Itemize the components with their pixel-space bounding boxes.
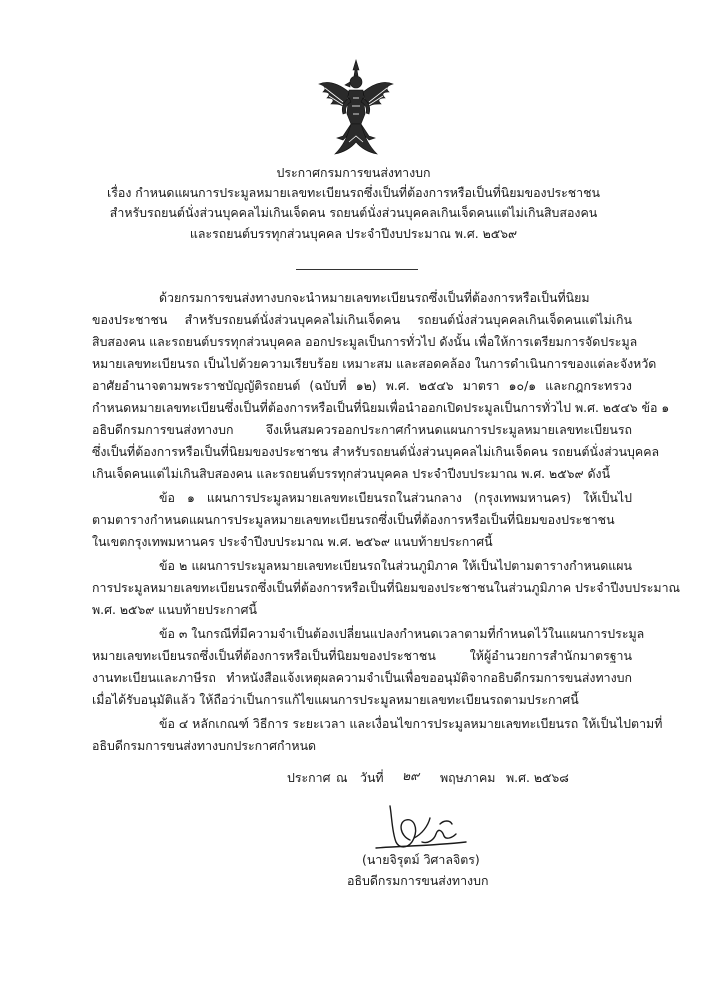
dateline-at: ณ — [336, 770, 348, 785]
clause-2-line: การประมูลหมายเลขทะเบียนรถซึ่งเป็นที่ต้องการหรือเป็นที่นิยมของประชาชนในส่วนภูมิภาค ประจำปีงบประมาณ — [92, 580, 681, 595]
signatory-name: (นายจิรุตม์ วิศาลจิตร) — [362, 852, 480, 867]
clause-3-line: งานทะเบียนและภาษีรถ ทำหนังสือแจ้งเหตุผลความจำเป็นเพื่อขออนุมัติจากอธิบดีกรมการขนส่งทางบก — [92, 670, 632, 685]
dateline-day: ๒๙ — [402, 768, 420, 783]
subject-line-3: และรถยนต์บรรทุกส่วนบุคคล ประจำปีงบประมาณ พ.ศ. ๒๕๖๙ — [189, 226, 518, 241]
garuda-emblem — [313, 58, 399, 158]
preamble-line: อธิบดีกรมการขนส่งทางบก จึงเห็นสมควรออกประกาศกำหนดแผนการประมูลหมายเลขทะเบียนรถ — [92, 422, 632, 437]
dateline-day-label: วันที่ — [360, 770, 384, 785]
preamble-line: กำหนดหมายเลขทะเบียนซึ่งเป็นที่ต้องการหรือเป็นที่นิยมเพื่อนำออกเปิดประมูลเป็นการทั่วไป พ.ศ. ๒๕๔๖ ข้อ ๑ — [92, 400, 670, 415]
preamble-line: เกินเจ็ดคนแต่ไม่เกินสิบสองคน และรถยนต์บรรทุกส่วนบุคคล ประจำปีงบประมาณ พ.ศ. ๒๕๖๙ ดังนี้ — [92, 466, 611, 481]
preamble-line: ด้วยกรมการขนส่งทางบกจะนำหมายเลขทะเบียนรถซึ่งเป็นที่ต้องการหรือเป็นที่นิยม — [159, 290, 590, 305]
preamble-line: อาศัยอำนาจตามพระราชบัญญัติรถยนต์ (ฉบับที่ ๑๒) พ.ศ. ๒๕๔๖ มาตรา ๑๐/๑ และกฎกระทรวง — [92, 378, 632, 393]
subject-line-2: สำหรับรถยนต์นั่งส่วนบุคคลไม่เกินเจ็ดคน รถยนต์นั่งส่วนบุคคลเกินเจ็ดคนแต่ไม่เกินสิบสองคน — [109, 205, 598, 220]
dateline-month: พฤษภาคม — [440, 770, 496, 785]
preamble-line: สิบสองคน และรถยนต์บรรทุกส่วนบุคคล ออกประมูลเป็นการทั่วไป ดังนั้น เพื่อให้การเตรียมการจัดประมูล — [92, 334, 638, 349]
preamble-line: หมายเลขทะเบียนรถ เป็นไปด้วยความเรียบร้อย เหมาะสม และสอดคล้อง ในการดำเนินการของแต่ละจังหวัด — [92, 356, 657, 371]
subject-line-1: เรื่อง กำหนดแผนการประมูลหมายเลขทะเบียนรถซึ่งเป็นที่ต้องการหรือเป็นที่นิยมของประชาชน — [106, 185, 601, 200]
clause-4-line: ข้อ ๔ หลักเกณฑ์ วิธีการ ระยะเวลา และเงื่อนไขการประมูลหมายเลขทะเบียนรถ ให้เป็นไปตามที่ — [159, 716, 663, 731]
clause-3-line: เมื่อได้รับอนุมัติแล้ว ให้ถือว่าเป็นการแก้ไขแผนการประมูลหมายเลขทะเบียนรถตามประกาศนี้ — [92, 692, 579, 707]
clause-2-line: ข้อ ๒ แผนการประมูลหมายเลขทะเบียนรถในส่วนภูมิภาค ให้เป็นไปตามตารางกำหนดแผน — [159, 558, 632, 573]
header-divider — [296, 269, 418, 270]
clause-2-line: พ.ศ. ๒๕๖๙ แนบท้ายประกาศนี้ — [92, 602, 257, 617]
clause-1-line: ข้อ ๑ แผนการประมูลหมายเลขทะเบียนรถในส่วนกลาง (กรุงเทพมหานคร) ให้เป็นไป — [159, 490, 632, 505]
clause-3-line: หมายเลขทะเบียนรถซึ่งเป็นที่ต้องการหรือเป็นที่นิยมของประชาชน ให้ผู้อำนวยการสำนักมาตรฐาน — [92, 648, 632, 663]
signatory-position: อธิบดีกรมการขนส่งทางบก — [347, 873, 489, 888]
clause-1-line: ในเขตกรุงเทพมหานคร ประจำปีงบประมาณ พ.ศ. ๒๕๖๙ แนบท้ายประกาศนี้ — [92, 534, 493, 549]
clause-4-line: อธิบดีกรมการขนส่งทางบกประกาศกำหนด — [92, 738, 317, 753]
preamble-line: ของประชาชน สำหรับรถยนต์นั่งส่วนบุคคลไม่เกินเจ็ดคน รถยนต์นั่งส่วนบุคคลเกินเจ็ดคนแต่ไม่เกิน — [92, 312, 632, 327]
dateline-prefix: ประกาศ — [287, 770, 331, 785]
clause-1-line: ตามตารางกำหนดแผนการประมูลหมายเลขทะเบียนรถซึ่งเป็นที่ต้องการหรือเป็นที่นิยมของประชาชน — [92, 512, 615, 527]
preamble-line: ซึ่งเป็นที่ต้องการหรือเป็นที่นิยมของประชาชน สำหรับรถยนต์นั่งส่วนบุคคลไม่เกินเจ็ดคน รถยนต์นั่งส่วนบุคคล — [92, 444, 660, 459]
clause-3-line: ข้อ ๓ ในกรณีที่มีความจำเป็นต้องเปลี่ยนแปลงกำหนดเวลาตามที่กำหนดไว้ในแผนการประมูล — [159, 626, 645, 641]
handwritten-signature — [370, 798, 480, 858]
dateline-year: พ.ศ. ๒๕๖๘ — [506, 770, 569, 785]
announcement-issuer: ประกาศกรมการขนส่งทางบก — [276, 165, 431, 180]
